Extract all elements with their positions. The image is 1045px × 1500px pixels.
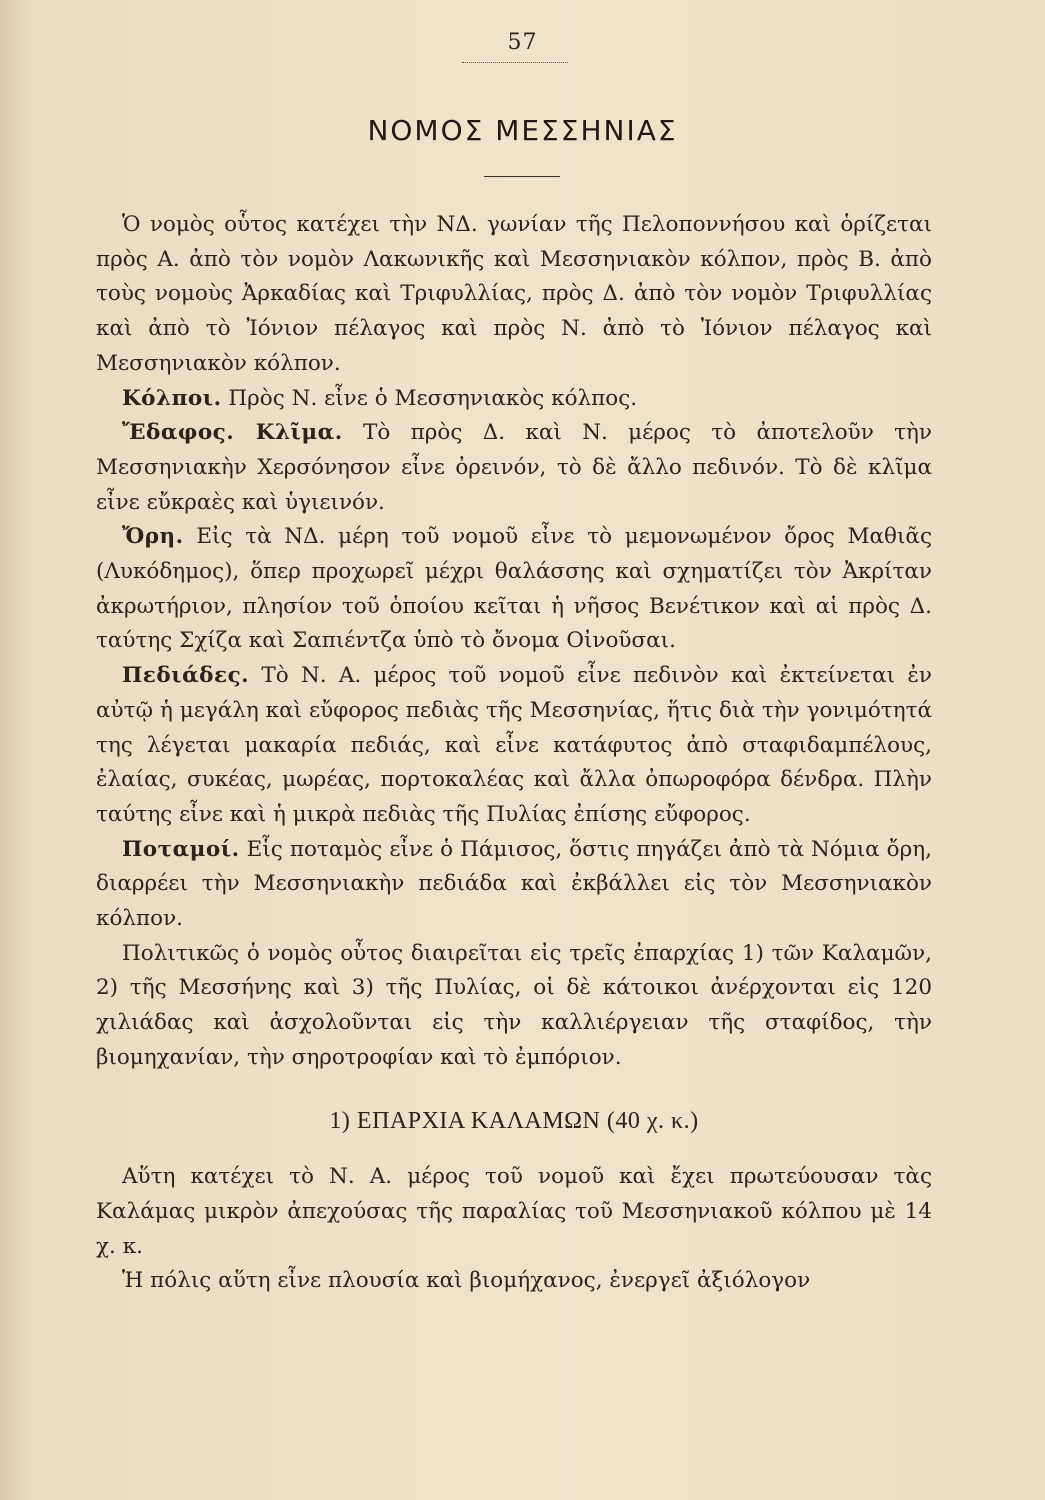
body-text	[96, 208, 932, 1299]
paragraph-plains	[96, 659, 932, 833]
section-heading: 1) ΕΠΑΡΧΙΑ ΚΑΛΑΜΩΝ (40 χ. κ.)	[329, 1107, 699, 1134]
paragraph-text: Ὁ νομὸς οὗτος κατέχει τὴν ΝΔ. γωνίαν τῆς Πελοποννήσου καὶ ὁρίζεται πρὸς Α. ἀπὸ τὸν νομὸν Λακωνικῆς καὶ Μεσσηνιακὸν κόλπον, πρὸς Β. ἀπὸ τοὺς νομοὺς Ἀρκαδίας καὶ Τριφυλλίας, πρὸς Δ. ἀπὸ τὸν νομὸν Τριφυλλίας καὶ ἀπὸ τὸ Ἰόνιον πέλαγος καὶ πρὸς Ν. ἀπὸ τὸ Ἰόνιον πέλαγος καὶ Μεσσηνιακὸν κόλπον.	[96, 212, 932, 376]
paragraph-gulfs	[96, 382, 932, 417]
page-number: 57	[507, 30, 538, 55]
paragraph-lead: Ποταμοί.	[122, 836, 240, 862]
paragraph-lead: Κόλποι.	[122, 385, 222, 411]
paragraph-text: Πρὸς Ν. εἶνε ὁ Μεσσηνιακὸς κόλπος.	[228, 385, 638, 411]
paragraph-text: Τὸ πρὸς Δ. καὶ Ν. μέρος τὸ ἀποτελοῦν τὴν Μεσσηνιακὴν Χερσόνησον εἶνε ὀρεινόν, τὸ δὲ ἄλλο πεδινόν. Τὸ δὲ κλῖμα εἶνε εὔκραὲς καὶ ὑγιεινόν.	[96, 420, 932, 515]
paragraph-text: Αὕτη κατέχει τὸ Ν. Α. μέρος τοῦ νομοῦ καὶ ἔχει πρωτεύουσαν τὰς Καλάμας μικρὸν ἀπεχούσας τῆς παραλίας τοῦ Μεσσηνιακοῦ κόλπου μὲ 14 χ. κ.	[96, 1164, 932, 1259]
paragraph-section-2	[96, 1264, 932, 1299]
title-divider	[484, 176, 560, 177]
paragraph-text: Εἷς ποταμὸς εἶνε ὁ Πάμισος, ὅστις πηγάζει ἀπὸ τὰ Νόμια ὄρη, διαρρέει τὴν Μεσσηνιακὴν πεδιάδα καὶ ἐκβάλλει εἰς τὸν Μεσσηνιακὸν κόλπον.	[96, 836, 932, 932]
paragraph-lead: Ὄρη.	[122, 524, 184, 550]
paragraph-text: Τὸ Ν. Α. μέρος τοῦ νομοῦ εἶνε πεδινὸν καὶ ἐκτείνεται ἐν αὐτῷ ἡ μεγάλη καὶ εὔφορος πεδιὰς τῆς Μεσσηνίας, ἥτις διὰ τὴν γονιμότητά της λέγεται μακαρία πεδιάς, καὶ εἶνε κατάφυτος ἀπὸ σταφιδαμπέλους, ἐλαίας, συκέας, μωρέας, πορτοκαλέας καὶ ἄλλα ὀπωροφόρα δένδρα. Πλὴν ταύτης εἶνε καὶ ἡ μικρὰ πεδιὰς τῆς Πυλίας ἐπίσης εὔφορος.	[96, 663, 932, 827]
paragraph-text: Εἰς τὰ ΝΔ. μέρη τοῦ νομοῦ εἶνε τὸ μεμονωμένον ὄρος Μαθιᾶς (Λυκόδημος), ὅπερ προχωρεῖ μέχρι θαλάσσης καὶ σχηματίζει τὸν Ἀκρίταν ἀκρωτήριον, πλησίον τοῦ ὁποίου κεῖται ἡ νῆσος Βενέτικον καὶ αἱ πρὸς Δ. ταύτης Σχίζα καὶ Σαπιέντζα ὑπὸ τὸ ὄνομα Οἰνοῦσαι.	[96, 524, 932, 654]
page-number-rule	[462, 62, 568, 63]
paragraph-lead: Πεδιάδες.	[122, 663, 250, 689]
paragraph-rivers	[96, 833, 932, 937]
chapter-title: ΝΟΜΟΣ ΜΕΣΣΗΝΙΑΣ	[367, 114, 678, 147]
paragraph-lead: Ἔδαφος. Κλῖμα.	[122, 420, 343, 446]
paragraph-text: Πολιτικῶς ὁ νομὸς οὗτος διαιρεῖται εἰς τρεῖς ἐπαρχίας 1) τῶν Καλαμῶν, 2) τῆς Μεσσήνης καὶ 3) τῆς Πυλίας, οἱ δὲ κάτοικοι ἀνέρχονται εἰς 120 χιλιάδας καὶ ἀσχολοῦνται εἰς τὴν καλλιέργειαν τῆς σταφίδος, τὴν βιομηχανίαν, τὴν σηροτροφίαν καὶ τὸ ἐμπόριον.	[96, 940, 932, 1070]
paragraph-text: Ἡ πόλις αὕτη εἶνε πλουσία καὶ βιομήχανος, ἐνεργεῖ ἀξιόλογον	[122, 1268, 811, 1294]
paragraph-intro	[96, 208, 932, 382]
paragraph-terrain-climate	[96, 416, 932, 520]
paragraph-mountains	[96, 520, 932, 659]
paragraph-section-1	[96, 1160, 932, 1264]
paragraph-political	[96, 937, 932, 1076]
